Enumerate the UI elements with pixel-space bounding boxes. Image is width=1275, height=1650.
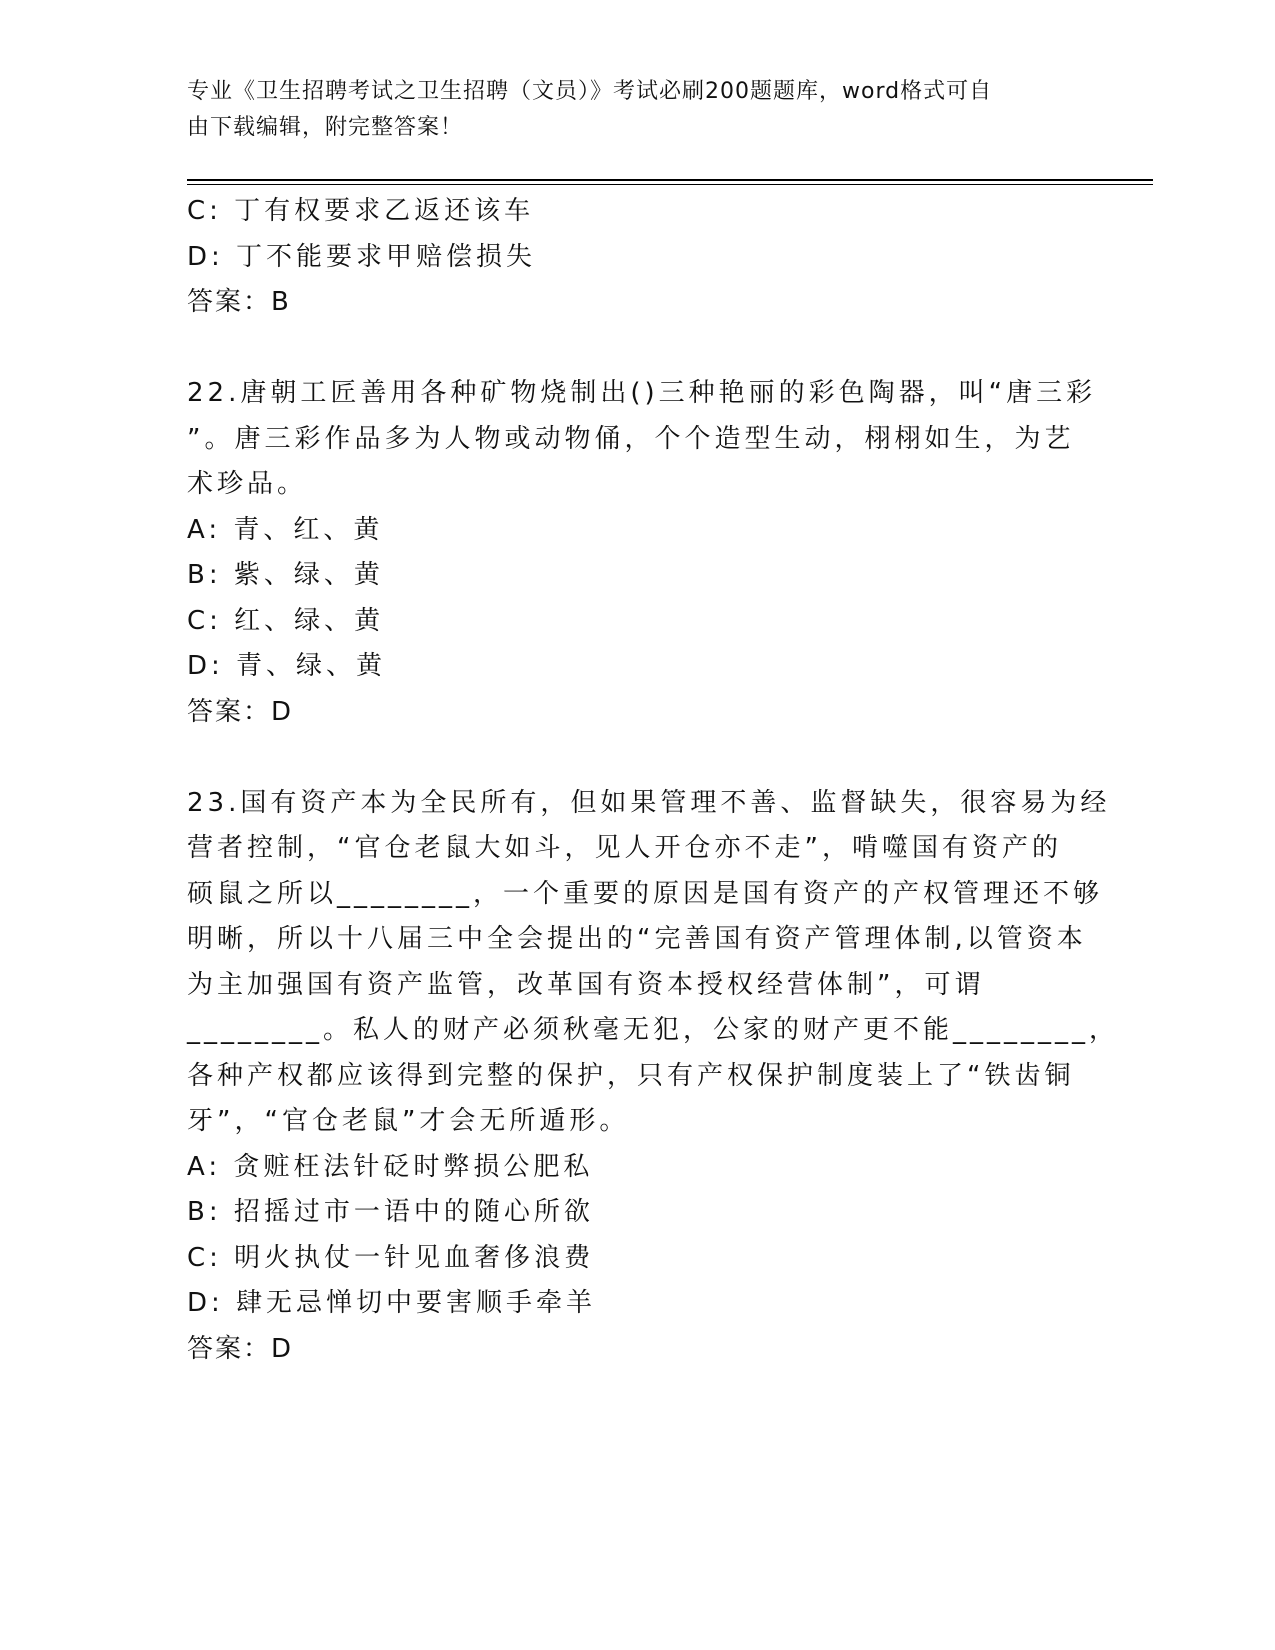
document-body xyxy=(187,189,1120,1372)
q23-text-line-5: 为主加强国有资产监管，改革国有资本授权经营体制”，可谓 xyxy=(187,969,985,1000)
q22-option-b: B: 紫、绿、黄 xyxy=(187,560,384,590)
spacer xyxy=(187,326,1087,372)
q23-text-line-8: 牙”，“官仓老鼠”才会无所遁形。 xyxy=(187,1106,630,1136)
header-line-2: 由下载编辑，附完整答案！ xyxy=(187,115,464,140)
q22-option-c: C: 红、绿、黄 xyxy=(187,605,385,636)
prev-option-c: C: 丁有权要求乙返还该车 xyxy=(187,196,535,226)
prev-answer: 答案：B xyxy=(187,287,291,317)
q22-answer: 答案：D xyxy=(187,696,294,727)
q23-option-b: B: 招摇过市一语中的随心所欲 xyxy=(187,1197,594,1227)
header-line-1: 专业《卫生招聘考试之卫生招聘（文员）》考试必刷200题题库，word格式可自 xyxy=(187,79,993,104)
document-header xyxy=(187,74,1077,146)
spacer xyxy=(187,735,1087,781)
q22-text-line-2: ”。唐三彩作品多为人物或动物俑，个个造型生动，栩栩如生，为艺 xyxy=(187,423,1075,454)
q22-option-a: A: 青、红、黄 xyxy=(187,514,384,545)
q23-option-a: A: 贪赃枉法针砭时弊损公肥私 xyxy=(187,1151,594,1182)
prev-option-d: D: 丁不能要求甲赔偿损失 xyxy=(187,241,537,272)
q23-text-line-2: 营者控制，“官仓老鼠大如斗，见人开仓亦不走”，啃噬国有资产的 xyxy=(187,833,1062,863)
q23-text-line-7: 各种产权都应该得到完整的保护，只有产权保护制度装上了“铁齿铜 xyxy=(187,1060,1075,1091)
q23-option-d: D: 肆无忌惮切中要害顺手牵羊 xyxy=(187,1288,597,1318)
header-divider-thin xyxy=(187,184,1153,185)
q23-text-line-6: ________。私人的财产必须秋毫无犯，公家的财产更不能________， xyxy=(187,1015,1120,1045)
q22-option-d: D: 青、绿、黄 xyxy=(187,651,387,681)
q23-text-line-1: 23.国有资产本为全民所有，但如果管理不善、监督缺失，很容易为经 xyxy=(187,787,1111,818)
q23-text-line-3: 硕鼠之所以________，一个重要的原因是国有资产的产权管理还不够 xyxy=(187,878,1104,909)
q23-option-c: C: 明火执仗一针见血奢侈浪费 xyxy=(187,1242,595,1273)
q23-answer: 答案：D xyxy=(187,1333,294,1364)
q22-text-line-3: 术珍品。 xyxy=(187,469,308,499)
header-divider-thick xyxy=(187,179,1153,181)
q23-text-line-4: 明晰，所以十八届三中全会提出的“完善国有资产管理体制,以管资本 xyxy=(187,924,1087,954)
q22-text-line-1: 22.唐朝工匠善用各种矿物烧制出()三种艳丽的彩色陶器，叫“唐三彩 xyxy=(187,378,1097,408)
